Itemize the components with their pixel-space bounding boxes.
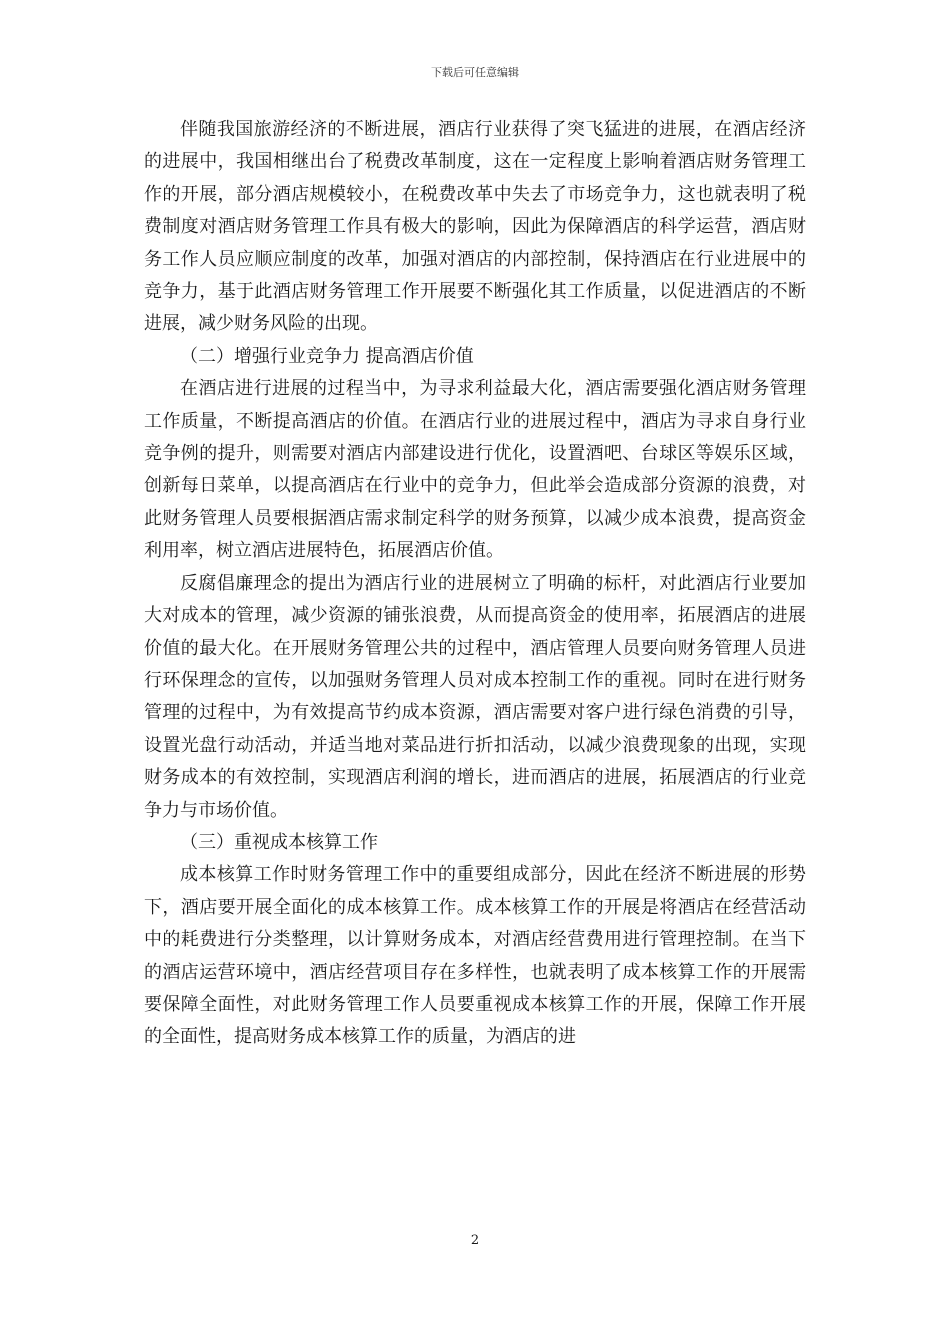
paragraph-anti-corruption: 反腐倡廉理念的提出为酒店行业的进展树立了明确的标杆，对此酒店行业要加大对成本的管理，减少资源的铺张浪费，从而提高资金的使用率，拓展酒店的进展价值的最大化。在开展财务管理公共的过程中，酒店管理人员要向财务管理人员进行环保理念的宣传，以加强财务管理人员对成本控制工作的重视。同时在进行财务管理的过程中，为有效提高节约成本资源，酒店需要对客户进行绿色消费的引导，设置光盘行动活动，并适当地对菜品进行折扣活动，以减少浪费现象的出现，实现财务成本的有效控制，实现酒店利润的增长，进而酒店的进展，拓展酒店的行业竞争力与市场价值。 bbox=[144, 572, 806, 821]
paragraph-tax-reform: 伴随我国旅游经济的不断进展，酒店行业获得了突飞猛进的进展，在酒店经济的进展中，我国相继出台了税费改革制度，这在一定程度上影响着酒店财务管理工作的开展，部分酒店规模较小，在税费改革中失去了市场竞争力，这也就表明了税费制度对酒店财务管理工作具有极大的影响，因此为保障酒店的科学运营，酒店财务工作人员应顺应制度的改革，加强对酒店的内部控制，保持酒店在行业进展中的竞争力，基于此酒店财务管理工作开展要不断强化其工作质量，以促进酒店的不断进展，减少财务风险的出现。 bbox=[144, 119, 806, 335]
document-body bbox=[144, 114, 806, 1054]
paragraph-hotel-value: 在酒店进行进展的过程当中，为寻求利益最大化，酒店需要强化酒店财务管理工作质量，不断提高酒店的价值。在酒店行业的进展过程中，酒店为寻求自身行业竞争例的提升，则需要对酒店内部建设进行优化，设置酒吧、台球区等娱乐区域，创新每日菜单，以提高酒店在行业中的竞争力，但此举会造成部分资源的浪费，对此财务管理人员要根据酒店需求制定科学的财务预算，以减少成本浪费，提高资金利用率，树立酒店进展特色，拓展酒店价值。 bbox=[144, 378, 806, 562]
section-heading-competitiveness: （二）增强行业竞争力 提高酒店价值 bbox=[180, 345, 474, 367]
section-heading-cost-accounting: （三）重视成本核算工作 bbox=[180, 831, 378, 853]
paragraph-cost-accounting: 成本核算工作时财务管理工作中的重要组成部分，因此在经济不断进展的形势下，酒店要开展全面化的成本核算工作。成本核算工作的开展是将酒店在经营活动中的耗费进行分类整理，以计算财务成本，对酒店经营费用进行管理控制。在当下的酒店运营环境中，酒店经营项目存在多样性，也就表明了成本核算工作的开展需要保障全面性，对此财务管理工作人员要重视成本核算工作的开展，保障工作开展的全面性，提高财务成本核算工作的质量，为酒店的进 bbox=[144, 864, 806, 1048]
page-header: 下载后可任意编辑 bbox=[431, 66, 519, 79]
page-number: 2 bbox=[470, 1233, 480, 1248]
